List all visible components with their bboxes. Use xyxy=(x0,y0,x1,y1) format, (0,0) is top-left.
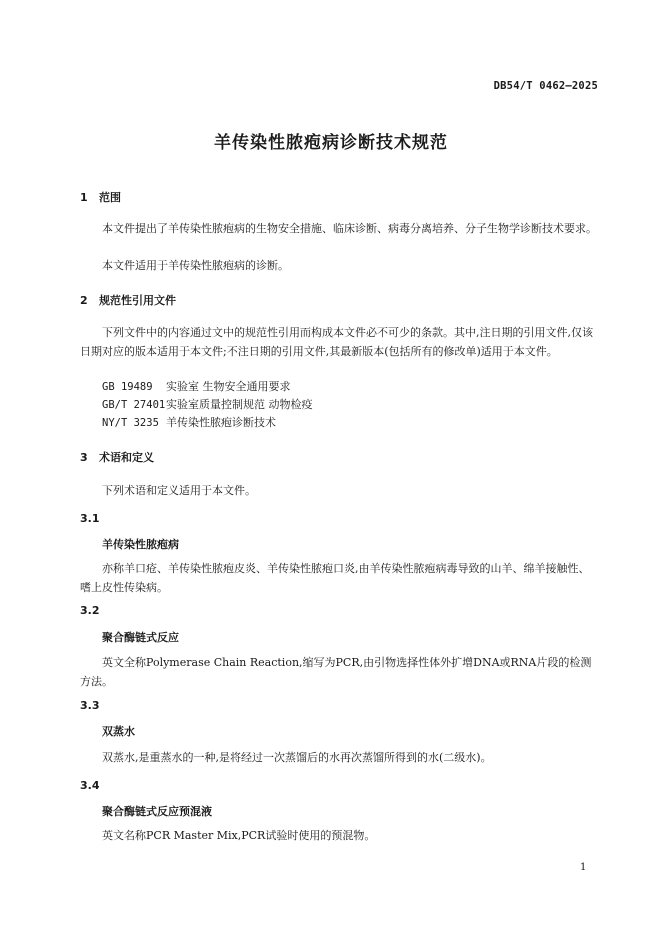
reference-code: GB/T 27401 xyxy=(102,399,166,411)
section-heading-scope xyxy=(80,189,121,205)
term-name: 聚合酶链式反应 xyxy=(102,631,179,644)
section-title: 规范性引用文件 xyxy=(99,294,176,307)
reference-title: 实验室 生物安全通用要求 xyxy=(166,380,291,393)
reference-item xyxy=(102,396,313,412)
scope-paragraph-2: 本文件适用于羊传染性脓疱病的诊断。 xyxy=(102,259,289,272)
scope-paragraph-1: 本文件提出了羊传染性脓疱病的生物安全措施、临床诊断、病毒分离培养、分子生物学诊断技术要求。 xyxy=(102,222,597,235)
reference-item xyxy=(102,378,291,394)
document-title: 羊传染性脓疱病诊断技术规范 xyxy=(214,133,448,153)
reference-code: GB 19489 xyxy=(102,381,153,393)
standard-code: DB54/T 0462—2025 xyxy=(493,80,598,92)
term-definition: 亦称羊口疮、羊传染性脓疱皮炎、羊传染性脓疱口炎,由羊传染性脓疱病毒导致的山羊、绵羊接触性、嗜上皮性传染病。 xyxy=(80,562,590,594)
reference-item xyxy=(102,414,276,430)
term-definition: 英文全称Polymerase Chain Reaction,缩写为PCR,由引物选择性体外扩增DNA或RNA片段的检测方法。 xyxy=(80,656,592,688)
section-heading-terms xyxy=(80,449,154,465)
page-number: 1 xyxy=(580,862,587,873)
term-definition: 英文名称PCR Master Mix,PCR试验时使用的预混物。 xyxy=(102,829,376,842)
section-title: 范围 xyxy=(99,191,121,204)
section-title: 术语和定义 xyxy=(99,451,154,464)
reference-title: 羊传染性脓疱诊断技术 xyxy=(166,416,276,429)
term-definition: 双蒸水,是重蒸水的一种,是将经过一次蒸馏后的水再次蒸馏所得到的水(二级水)。 xyxy=(102,751,492,764)
reference-title: 实验室质量控制规范 动物检疫 xyxy=(166,398,313,411)
term-number: 3.1 xyxy=(80,512,100,525)
section-number: 2 xyxy=(80,294,88,307)
section-number: 1 xyxy=(80,191,88,204)
section-number: 3 xyxy=(80,451,88,464)
references-intro: 下列文件中的内容通过文中的规范性引用而构成本文件必不可少的条款。其中,注日期的引用文件,仅该日期对应的版本适用于本文件;不注日期的引用文件,其最新版本(包括所有的修改单)适用于本文件。 xyxy=(80,326,593,358)
reference-code: NY/T 3235 xyxy=(102,417,159,429)
term-number: 3.4 xyxy=(80,779,100,792)
term-name: 双蒸水 xyxy=(102,725,135,738)
section-heading-references xyxy=(80,292,176,308)
term-number: 3.2 xyxy=(80,604,100,617)
terms-intro: 下列术语和定义适用于本文件。 xyxy=(102,484,256,497)
term-name: 羊传染性脓疱病 xyxy=(102,538,179,551)
term-name: 聚合酶链式反应预混液 xyxy=(102,805,212,818)
term-number: 3.3 xyxy=(80,699,100,712)
